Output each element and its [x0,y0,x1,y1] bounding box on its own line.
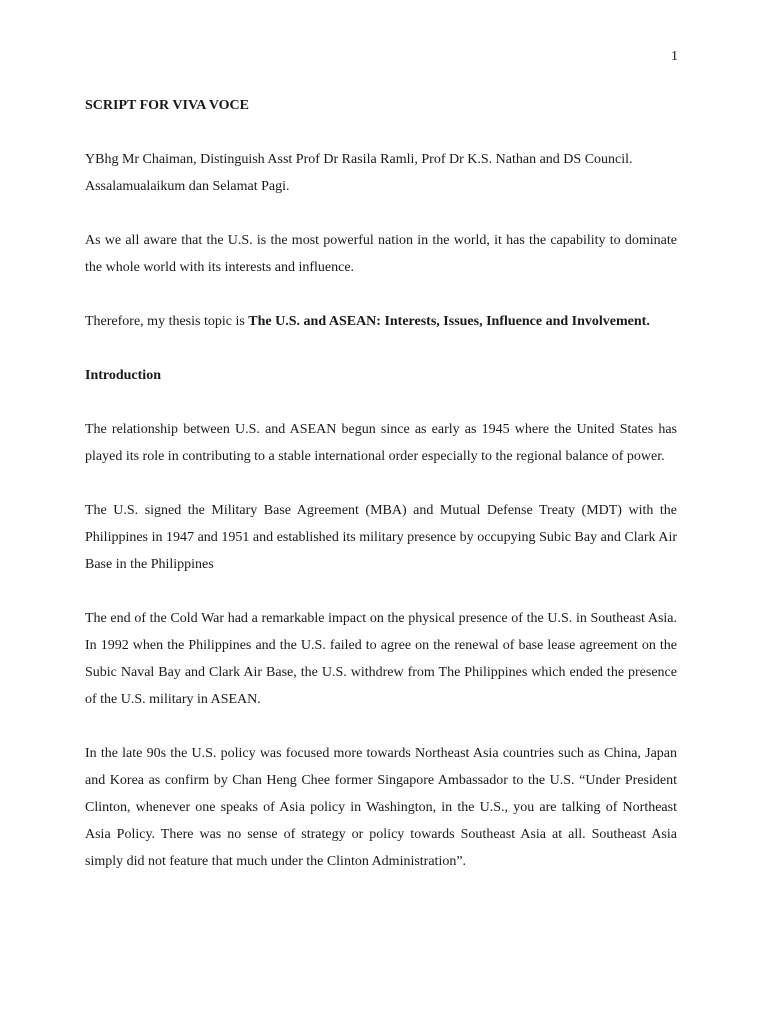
greeting-line-2: Assalamualaikum dan Selamat Pagi. [85,179,290,194]
intro-paragraph: As we all aware that the U.S. is the most powerful nation in the world, it has the capability to dominate the whole world with its interests and influence. [85,233,677,275]
body-paragraph: In the late 90s the U.S. policy was focused more towards Northeast Asia countries such as China, Japan and Korea as confirm by Chan Heng Chee former Singapore Ambassador to the U.S. “Under President Clinton, whenever one speaks of Asia policy in Washington, in the U.S., you are talking of Northeast Asia Policy. There was no sense of strategy or policy towards Southeast Asia at all. Southeast Asia simply did not feature that much under the Clinton Administration”. [85,746,677,869]
document-body [85,92,677,875]
body-paragraph: The relationship between U.S. and ASEAN begun since as early as 1945 where the United States has played its role in contributing to a stable international order especially to the regional balance of power. [85,422,677,464]
thesis-paragraph [85,308,677,335]
greeting-paragraph [85,146,677,200]
greeting-line-1: YBhg Mr Chaiman, Distinguish Asst Prof Dr Rasila Ramli, Prof Dr K.S. Nathan and DS Council. [85,152,633,167]
body-paragraph: The end of the Cold War had a remarkable impact on the physical presence of the U.S. in Southeast Asia. In 1992 when the Philippines and the U.S. failed to agree on the renewal of base lease agreement on the Subic Naval Bay and Clark Air Base, the U.S. withdrew from The Philippines which ended the presence of the U.S. military in ASEAN. [85,611,677,707]
thesis-topic: The U.S. and ASEAN: Interests, Issues, Influence and Involvement. [248,314,650,329]
document-title: SCRIPT FOR VIVA VOCE [85,98,250,113]
section-heading: Introduction [85,368,161,383]
page-number: 1 [671,49,678,64]
thesis-prefix: Therefore, my thesis topic is [85,314,249,329]
body-paragraph: The U.S. signed the Military Base Agreement (MBA) and Mutual Defense Treaty (MDT) with the Philippines in 1947 and 1951 and established its military presence by occupying Subic Bay and Clark Air Base in the Philippines [85,503,677,572]
